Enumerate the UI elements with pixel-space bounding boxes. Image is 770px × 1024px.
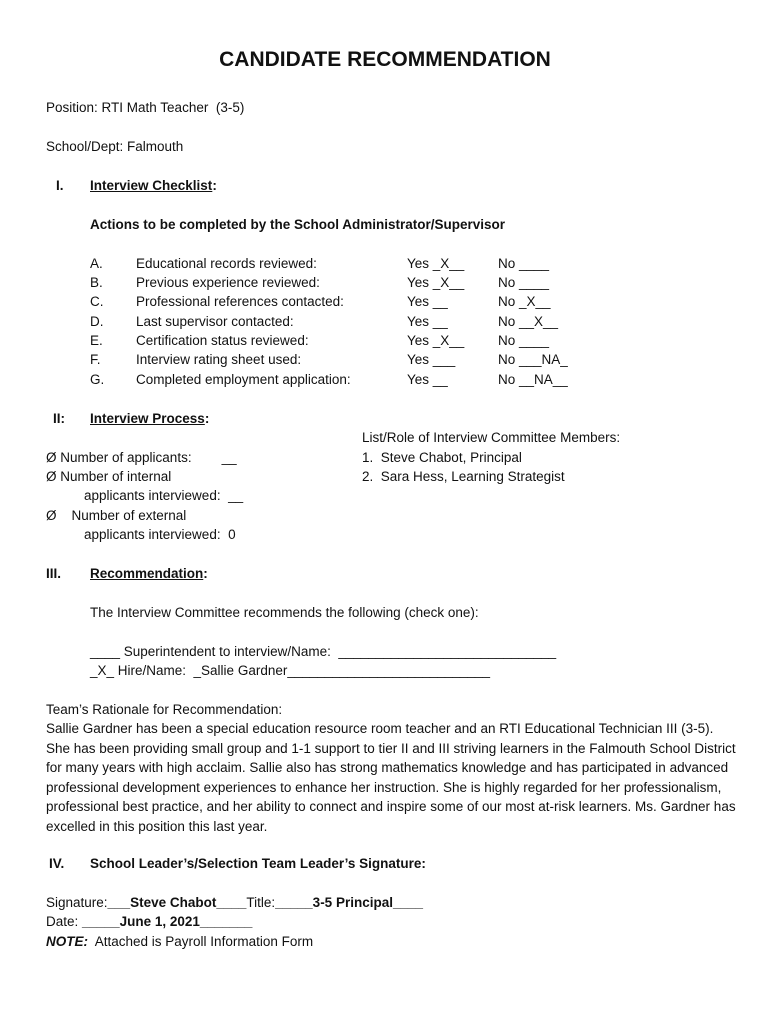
item-label: Professional references contacted: <box>136 294 344 309</box>
signature-line <box>46 895 423 911</box>
item-no: No ____ <box>498 275 550 290</box>
section-1-colon: : <box>212 178 217 193</box>
item-yes: Yes _X__ <box>407 256 465 271</box>
section-1-number: I. <box>56 178 64 193</box>
item-letter: D. <box>90 314 104 329</box>
section-3-number: III. <box>46 566 62 581</box>
applicants-count: Ø Number of applicants: __ <box>46 450 237 465</box>
item-no: No ___NA_ <box>498 352 568 367</box>
item-no: No __NA__ <box>498 372 568 387</box>
item-letter: F. <box>90 352 101 367</box>
item-no: No ____ <box>498 333 550 348</box>
section-3-colon: : <box>203 566 208 581</box>
signature-label: Signature: <box>46 895 108 910</box>
item-yes: Yes __ <box>407 314 448 329</box>
section-2-heading: Interview Process <box>90 411 205 426</box>
section-3-heading-wrap <box>90 566 208 582</box>
title-label: Title: <box>246 895 276 910</box>
rationale-text: Sallie Gardner has been a special education resource room teacher and an RTI Educational Technician III (3-5). She has been providing small group and 1-1 support to tier II and III striving learners in the Falmouth School District for many years with high acclaim. Sallie also has strong mathematics knowledge and has participated in advanced professional development experiences to enhance her instruction. She is highly regarded for her professionalism, professional best practice, and her ability to connect and inspire some of our most at-risk learners. Ms. Gardner has excelled in this position this last year. <box>46 721 736 834</box>
note-label: NOTE: <box>46 934 88 949</box>
title-value: _____3-5 Principal____ <box>275 895 423 910</box>
section-4-number: IV. <box>49 856 65 871</box>
external-applicants-count: applicants interviewed: 0 <box>84 527 236 542</box>
document-title: CANDIDATE RECOMMENDATION <box>219 48 551 71</box>
section-3-heading: Recommendation <box>90 566 204 581</box>
note-text: Attached is Payroll Information Form <box>88 934 314 949</box>
item-no: No _X__ <box>498 294 551 309</box>
item-no: No __X__ <box>498 314 559 329</box>
item-yes: Yes ___ <box>407 352 456 367</box>
committee-header: List/Role of Interview Committee Members: <box>362 430 621 445</box>
item-yes: Yes _X__ <box>407 333 465 348</box>
item-no: No ____ <box>498 256 550 271</box>
section-1-subheading: Actions to be completed by the School Administrator/Supervisor <box>90 217 506 232</box>
item-label: Completed employment application: <box>136 372 351 387</box>
section-2-heading-wrap <box>90 411 209 427</box>
section-1-heading: Interview Checklist <box>90 178 213 193</box>
committee-member: 2. Sara Hess, Learning Strategist <box>362 469 565 484</box>
school-line: School/Dept: Falmouth <box>46 139 184 154</box>
note-line <box>46 934 313 950</box>
section-1-heading-wrap <box>90 178 217 194</box>
item-yes: Yes __ <box>407 294 448 309</box>
item-label: Educational records reviewed: <box>136 256 317 271</box>
section-2-number: II: <box>53 411 65 426</box>
item-yes: Yes _X__ <box>407 275 465 290</box>
item-letter: E. <box>90 333 103 348</box>
option-hire: _X_ Hire/Name: _Sallie Gardner___________________________ <box>90 663 491 678</box>
item-label: Certification status reviewed: <box>136 333 309 348</box>
signature-value: ___Steve Chabot____ <box>107 895 247 910</box>
rationale-label: Team’s Rationale for Recommendation: <box>46 702 283 717</box>
internal-applicants-label: Ø Number of internal <box>46 469 172 484</box>
item-yes: Yes __ <box>407 372 448 387</box>
item-letter: G. <box>90 372 105 387</box>
section-4-heading: School Leader’s/Selection Team Leader’s Signature: <box>90 856 426 871</box>
recommendation-intro: The Interview Committee recommends the following (check one): <box>90 605 479 620</box>
committee-member: 1. Steve Chabot, Principal <box>362 450 522 465</box>
item-label: Interview rating sheet used: <box>136 352 302 367</box>
section-2-colon: : <box>204 411 210 426</box>
position-line: Position: RTI Math Teacher (3-5) <box>46 100 245 115</box>
item-letter: C. <box>90 294 104 309</box>
option-superintendent: ____ Superintendent to interview/Name: _____________________________ <box>90 644 557 659</box>
item-letter: A. <box>90 256 103 271</box>
item-letter: B. <box>90 275 103 290</box>
item-label: Last supervisor contacted: <box>136 314 294 329</box>
external-applicants-label: Ø Number of external <box>46 508 187 523</box>
date-value: _____June 1, 2021_______ <box>82 914 253 929</box>
date-line <box>46 914 252 930</box>
date-label: Date: <box>46 914 83 929</box>
item-label: Previous experience reviewed: <box>136 275 320 290</box>
internal-applicants-count: applicants interviewed: __ <box>84 488 244 503</box>
